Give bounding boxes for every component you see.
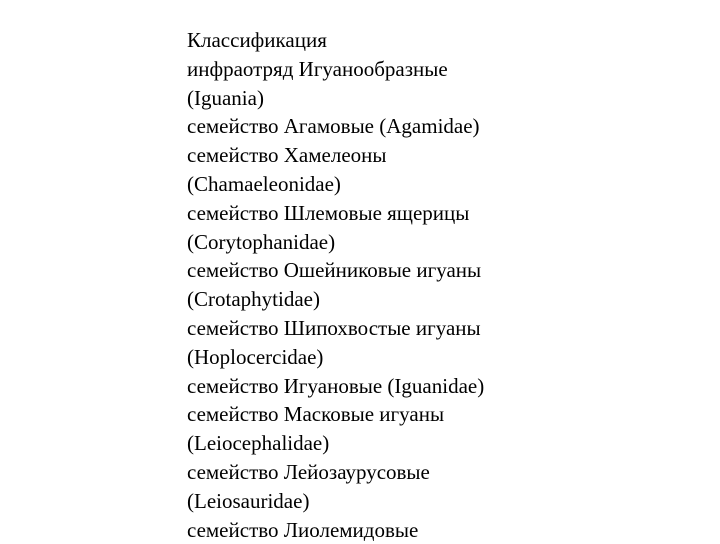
text-line: (Corytophanidae) xyxy=(187,229,336,254)
text-line: семейство Лейозаурусовые xyxy=(187,459,430,484)
text-line: (Leiosauridae) xyxy=(187,488,310,513)
text-line: (Chamaeleonidae) xyxy=(187,171,341,196)
heading-line: Классификация xyxy=(187,28,327,52)
classification-text xyxy=(187,26,707,544)
text-line: (Hoplocercidae) xyxy=(187,344,324,369)
text-line: семейство Агамовые (Agamidae) xyxy=(187,114,480,139)
text-line: семейство Лиолемидовые xyxy=(187,517,419,542)
text-line: семейство Шлемовые ящерицы xyxy=(187,200,470,225)
text-line: (Iguania) xyxy=(187,85,264,110)
text-line: (Crotaphytidae) xyxy=(187,287,320,312)
text-line: (Leiocephalidae) xyxy=(187,431,330,456)
text-line: семейство Ошейниковые игуаны xyxy=(187,258,482,283)
text-line: семейство Игуановые (Iguanidae) xyxy=(187,373,485,398)
text-line: инфраотряд Игуанообразные xyxy=(187,56,448,81)
text-line: семейство Шипохвостые игуаны xyxy=(187,315,481,340)
text-line: семейство Хамелеоны xyxy=(187,143,387,168)
text-line: семейство Масковые игуаны xyxy=(187,402,445,427)
